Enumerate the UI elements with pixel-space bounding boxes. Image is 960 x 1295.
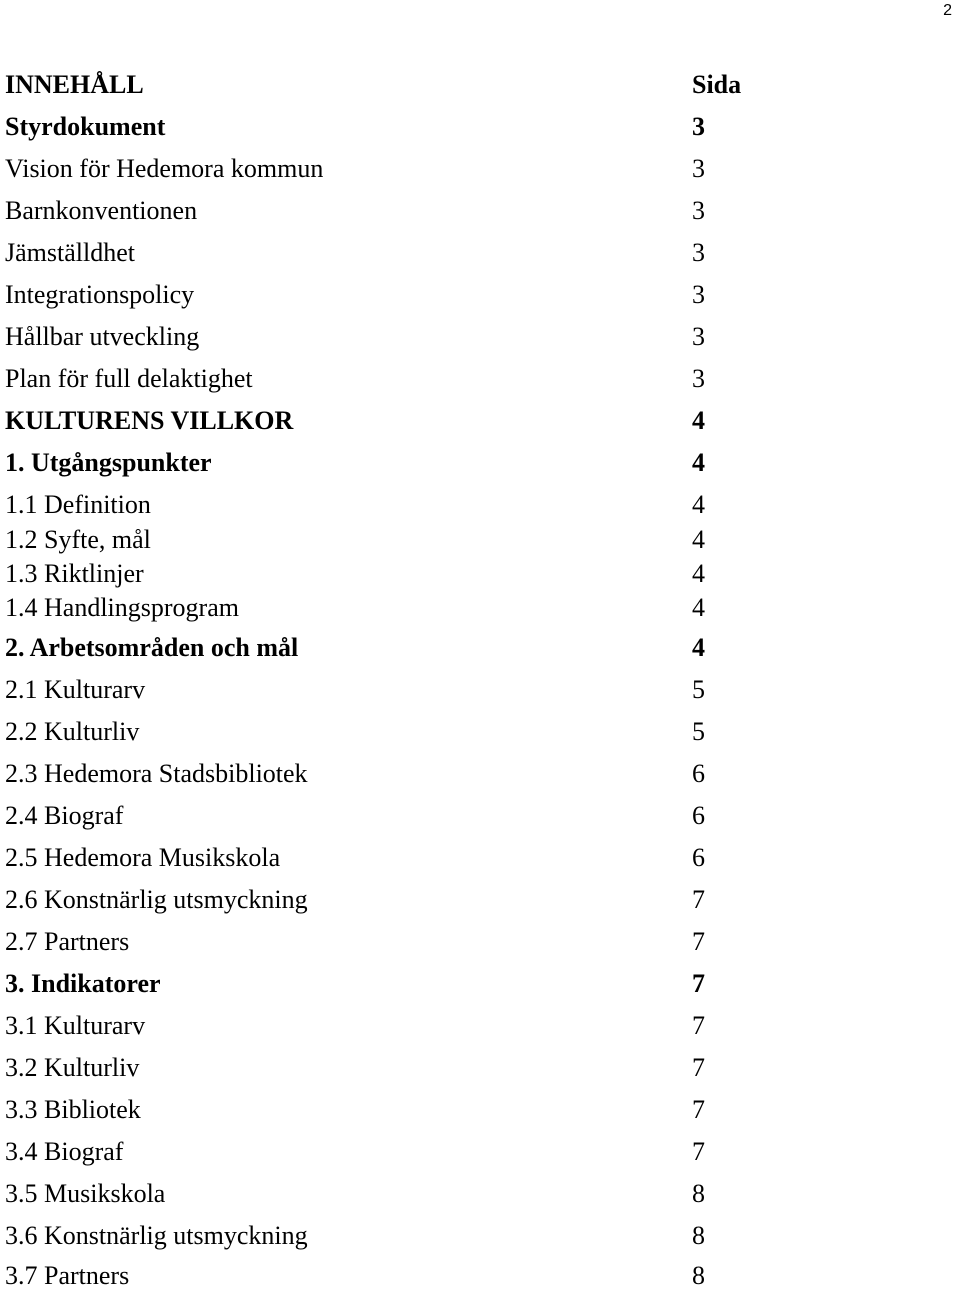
toc-entry-title: 3.4 Biograf	[5, 1137, 124, 1166]
toc-entry-page: 5	[692, 717, 705, 746]
toc-entry-page: 4	[692, 525, 705, 554]
toc-entry	[5, 150, 765, 188]
toc-entry-page: 3	[692, 364, 705, 393]
toc-entry	[5, 234, 765, 272]
toc-entry-title: 2.6 Konstnärlig utsmyckning	[5, 885, 308, 914]
toc-entry	[5, 192, 765, 230]
toc-entry-page: 7	[692, 969, 705, 998]
toc-entry-title: 2.2 Kulturliv	[5, 717, 140, 746]
toc-entry-title: KULTURENS VILLKOR	[5, 406, 294, 435]
toc-entry	[5, 1257, 765, 1295]
toc-entry-title: 1.4 Handlingsprogram	[5, 593, 239, 622]
toc-entry	[5, 444, 765, 482]
toc-entry-page: 8	[692, 1261, 705, 1290]
toc-entry-title: Plan för full delaktighet	[5, 364, 253, 393]
toc-entry-page: 7	[692, 885, 705, 914]
toc-entry-page: 3	[692, 154, 705, 183]
toc-entry-page: 3	[692, 238, 705, 267]
page-number: 2	[943, 2, 952, 19]
toc-entry-page: 3	[692, 112, 705, 141]
toc-entry-page: 6	[692, 759, 705, 788]
toc-entry-title: 1. Utgångspunkter	[5, 448, 212, 477]
toc-page-heading: Sida	[692, 70, 742, 99]
toc-entry	[5, 1217, 765, 1255]
toc-entry	[5, 839, 765, 877]
toc-entry	[5, 360, 765, 398]
toc-header	[5, 66, 765, 104]
toc-entry	[5, 881, 765, 919]
toc-entry	[5, 1175, 765, 1213]
toc-entry-page: 7	[692, 1053, 705, 1082]
toc-entry-title: Vision för Hedemora kommun	[5, 154, 324, 183]
toc-entry-title: 3.1 Kulturarv	[5, 1011, 146, 1040]
toc-entry-page: 8	[692, 1221, 705, 1250]
toc-entry-title: 2.3 Hedemora Stadsbibliotek	[5, 759, 308, 788]
toc-entry-title: 3. Indikatorer	[5, 969, 161, 998]
toc-entry-page: 4	[692, 490, 705, 519]
toc-entry	[5, 629, 765, 667]
toc-entry-page: 7	[692, 1137, 705, 1166]
toc-entry	[5, 318, 765, 356]
toc-entry-title: 1.3 Riktlinjer	[5, 559, 144, 588]
toc-entry-page: 4	[692, 593, 705, 622]
toc-entry	[5, 1133, 765, 1171]
toc-entry-title: 1.1 Definition	[5, 490, 151, 519]
toc-entry-title: 3.7 Partners	[5, 1261, 130, 1290]
toc-entry-title: Barnkonventionen	[5, 196, 198, 225]
toc-entry	[5, 965, 765, 1003]
toc-entry	[5, 589, 765, 627]
toc-entry	[5, 797, 765, 835]
toc-entry-title: Hållbar utveckling	[5, 322, 200, 351]
toc-heading: INNEHÅLL	[5, 70, 144, 99]
toc-entry-page: 7	[692, 1011, 705, 1040]
toc-entry	[5, 1007, 765, 1045]
toc-entry-page: 8	[692, 1179, 705, 1208]
toc-entry-title: 2.4 Biograf	[5, 801, 124, 830]
toc-entry-page: 7	[692, 927, 705, 956]
toc-entry-title: 3.6 Konstnärlig utsmyckning	[5, 1221, 308, 1250]
toc-entry-title: 3.2 Kulturliv	[5, 1053, 140, 1082]
toc-entry-page: 4	[692, 633, 705, 662]
toc-entry	[5, 402, 765, 440]
toc-entry-title: 2. Arbetsområden och mål	[5, 633, 299, 662]
toc-entry	[5, 671, 765, 709]
toc-entry-title: 3.5 Musikskola	[5, 1179, 166, 1208]
toc-entry-title: 2.5 Hedemora Musikskola	[5, 843, 281, 872]
toc-entry-title: Integrationspolicy	[5, 280, 195, 309]
toc-entry-title: 1.2 Syfte, mål	[5, 525, 151, 554]
toc-entry	[5, 713, 765, 751]
toc-entry-page: 5	[692, 675, 705, 704]
toc-entry-page: 3	[692, 196, 705, 225]
toc-entry-page: 4	[692, 448, 705, 477]
toc-entry-title: Styrdokument	[5, 112, 166, 141]
toc-entry-title: Jämställdhet	[5, 238, 135, 267]
toc-entry	[5, 923, 765, 961]
toc-entry	[5, 1091, 765, 1129]
toc-entry-page: 7	[692, 1095, 705, 1124]
toc-entry	[5, 276, 765, 314]
toc-entry-title: 2.1 Kulturarv	[5, 675, 146, 704]
toc-entry-title: 3.3 Bibliotek	[5, 1095, 141, 1124]
toc-entry	[5, 755, 765, 793]
toc-entry-page: 4	[692, 406, 705, 435]
toc-entry-page: 3	[692, 322, 705, 351]
toc-entry-page: 6	[692, 843, 705, 872]
toc-entry-title: 2.7 Partners	[5, 927, 130, 956]
toc-entry	[5, 521, 765, 559]
toc-entry	[5, 108, 765, 146]
toc-entry-page: 4	[692, 559, 705, 588]
toc-entry	[5, 555, 765, 593]
toc-entry-page: 3	[692, 280, 705, 309]
toc-entry	[5, 486, 765, 524]
toc-entry-page: 6	[692, 801, 705, 830]
toc-entry	[5, 1049, 765, 1087]
